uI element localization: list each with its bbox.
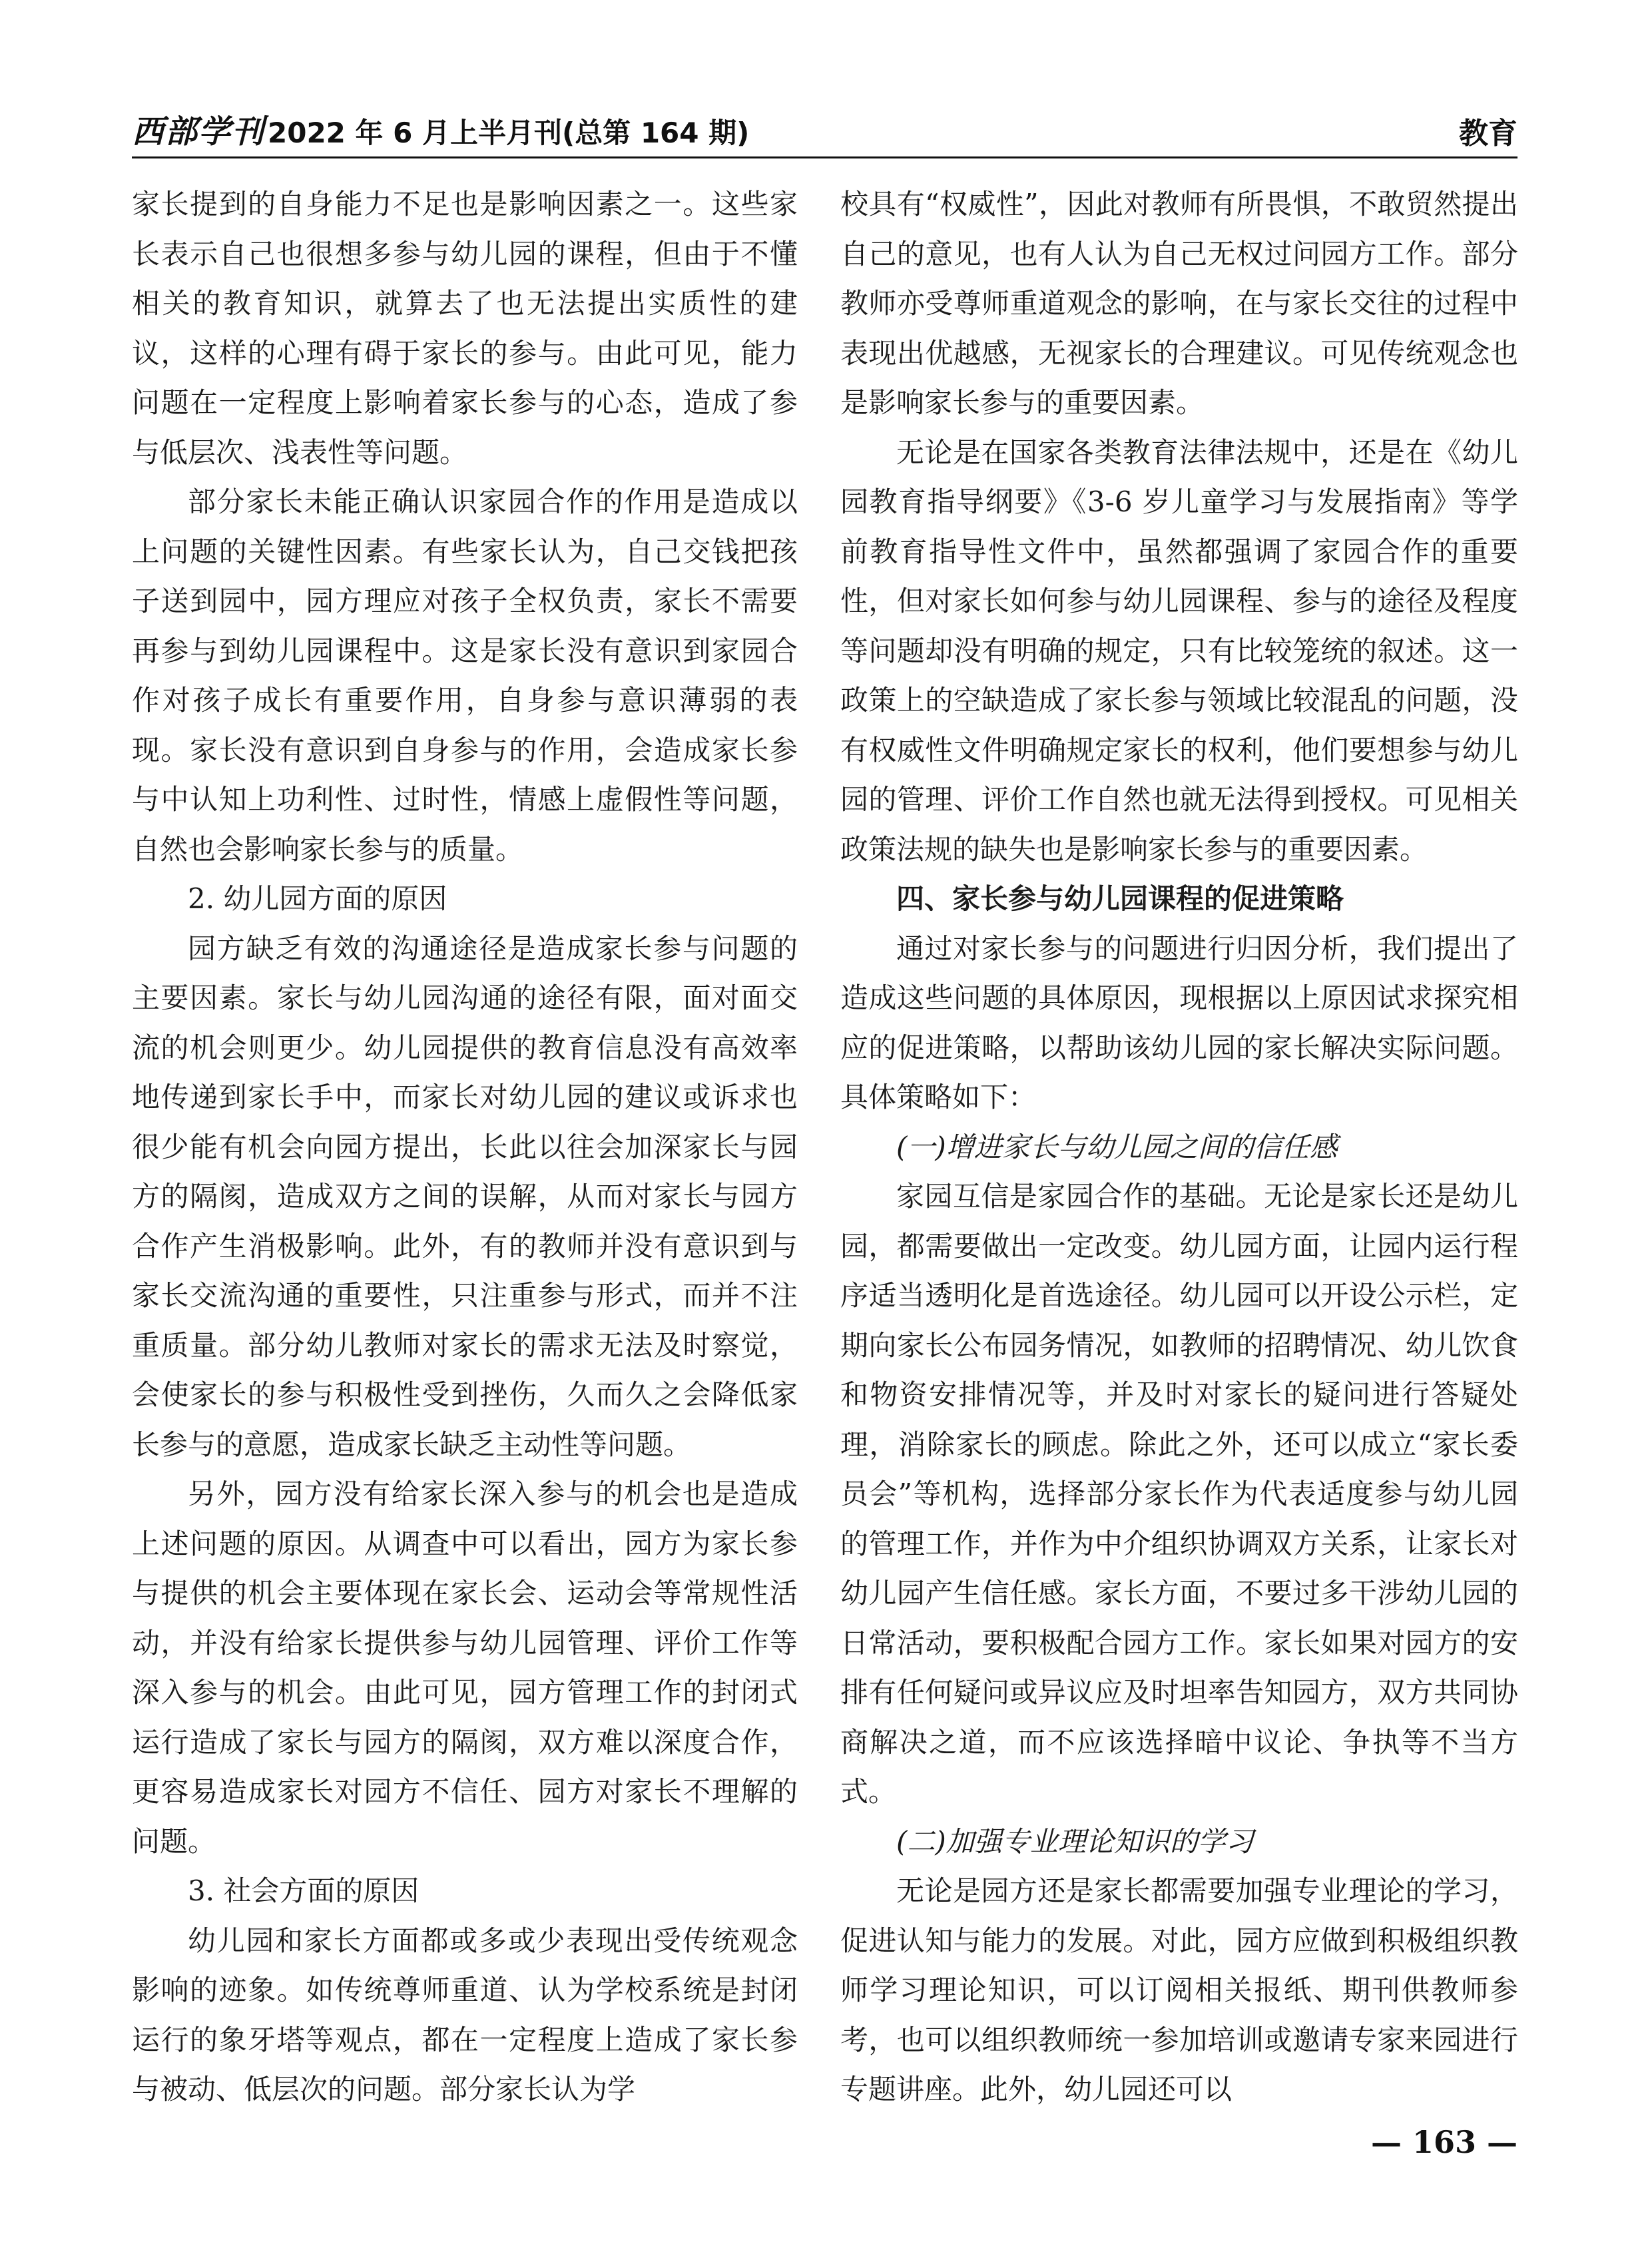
paragraph: 家长提到的自身能力不足也是影响因素之一。这些家长表示自己也很想多参与幼儿园的课程，但由于不懂相关的教育知识，就算去了也无法提出实质性的建议，这样的心理有碍于家长的参与。由此可见，能力问题在一定程度上影响着家长参与的心态，造成了参与低层次、浅表性等问题。	[132, 188, 798, 469]
header-left	[132, 106, 749, 152]
section-name: 教育	[1459, 117, 1517, 150]
paragraph: 校具有“权威性”，因此对教师有所畏惧，不敢贸然提出自己的意见，也有人认为自己无权过问园方工作。部分教师亦受尊师重道观念的影响，在与家长交往的过程中表现出优越感，无视家长的合理建议。可见传统观念也是影响家长参与的重要因素。	[840, 188, 1518, 419]
subsection-heading: 2. 幼儿园方面的原因	[188, 882, 447, 915]
section-heading: 四、家长参与幼儿园课程的促进策略	[896, 882, 1344, 915]
header-rule	[132, 156, 1517, 158]
paragraph: 无论是在国家各类教育法律法规中，还是在《幼儿园教育指导纲要》《3-6 岁儿童学习与发展指南》等学前教育指导性文件中，虽然都强调了家园合作的重要性，但对家长如何参与幼儿园课程、参与的途径及程度等问题却没有明确的规定，只有比较笼统的叙述。这一政策上的空缺造成了家长参与领域比较混乱的问题，没有权威性文件明确规定家长的权利，他们要想参与幼儿园的管理、评价工作自然也就无法得到授权。可见相关政策法规的缺失也是影响家长参与的重要因素。	[840, 435, 1518, 866]
paragraph: 无论是园方还是家长都需要加强专业理论的学习，促进认知与能力的发展。对此，园方应做到积极组织教师学习理论知识，可以订阅相关报纸、期刊供教师参考，也可以组织教师统一参加培训或邀请专家来园进行专题讲座。此外，幼儿园还可以	[840, 1874, 1518, 2105]
journal-logo: 西部学刊	[132, 113, 266, 150]
paragraph: 部分家长未能正确认识家园合作的作用是造成以上问题的关键性因素。有些家长认为，自己交钱把孩子送到园中，园方理应对孩子全权负责，家长不需要再参与到幼儿园课程中。这是家长没有意识到家园合作对孩子成长有重要作用，自身参与意识薄弱的表现。家长没有意识到自身参与的作用，会造成家长参与中认知上功利性、过时性，情感上虚假性等问题，自然也会影响家长参与的质量。	[132, 485, 798, 866]
running-header	[132, 112, 1517, 158]
page-number: — 163 —	[1370, 2124, 1517, 2160]
left-column	[132, 180, 798, 2115]
subheading: (一)增进家长与幼儿园之间的信任感	[896, 1130, 1338, 1163]
issue-info: 2022 年 6 月上半月刊(总第 164 期)	[268, 117, 750, 149]
paragraph: 幼儿园和家长方面都或多或少表现出受传统观念影响的迹象。如传统尊师重道、认为学校系统是封闭运行的象牙塔等观点，都在一定程度上造成了家长参与被动、低层次的问题。部分家长认为学	[132, 1924, 798, 2105]
paragraph: 另外，园方没有给家长深入参与的机会也是造成上述问题的原因。从调查中可以看出，园方为家长参与提供的机会主要体现在家长会、运动会等常规性活动，并没有给家长提供参与幼儿园管理、评价工作等深入参与的机会。由此可见，园方管理工作的封闭式运行造成了家长与园方的隔阂，双方难以深度合作，更容易造成家长对园方不信任、园方对家长不理解的问题。	[132, 1478, 798, 1858]
subheading: (二)加强专业理论知识的学习	[896, 1824, 1254, 1858]
subsection-heading: 3. 社会方面的原因	[188, 1874, 419, 1907]
paragraph: 家园互信是家园合作的基础。无论是家长还是幼儿园，都需要做出一定改变。幼儿园方面，让园内运行程序适当透明化是首选途径。幼儿园可以开设公示栏，定期向家长公布园务情况，如教师的招聘情况、幼儿饮食和物资安排情况等，并及时对家长的疑问进行答疑处理，消除家长的顾虑。除此之外，还可以成立“家长委员会”等机构，选择部分家长作为代表适度参与幼儿园的管理工作，并作为中介组织协调双方关系，让家长对幼儿园产生信任感。家长方面，不要过多干涉幼儿园的日常活动，要积极配合园方工作。家长如果对园方的安排有任何疑问或异议应及时坦率告知园方，双方共同协商解决之道，而不应该选择暗中议论、争执等不当方式。	[840, 1180, 1518, 1808]
right-column	[840, 180, 1518, 2115]
paragraph: 园方缺乏有效的沟通途径是造成家长参与问题的主要因素。家长与幼儿园沟通的途径有限，面对面交流的机会则更少。幼儿园提供的教育信息没有高效率地传递到家长手中，而家长对幼儿园的建议或诉求也很少能有机会向园方提出，长此以往会加深家长与园方的隔阂，造成双方之间的误解，从而对家长与园方合作产生消极影响。此外，有的教师并没有意识到与家长交流沟通的重要性，只注重参与形式，而并不注重质量。部分幼儿教师对家长的需求无法及时察觉，会使家长的参与积极性受到挫伤，久而久之会降低家长参与的意愿，造成家长缺乏主动性等问题。	[132, 932, 798, 1461]
paragraph: 通过对家长参与的问题进行归因分析，我们提出了造成这些问题的具体原因，现根据以上原因试求探究相应的促进策略，以帮助该幼儿园的家长解决实际问题。具体策略如下：	[840, 932, 1518, 1113]
